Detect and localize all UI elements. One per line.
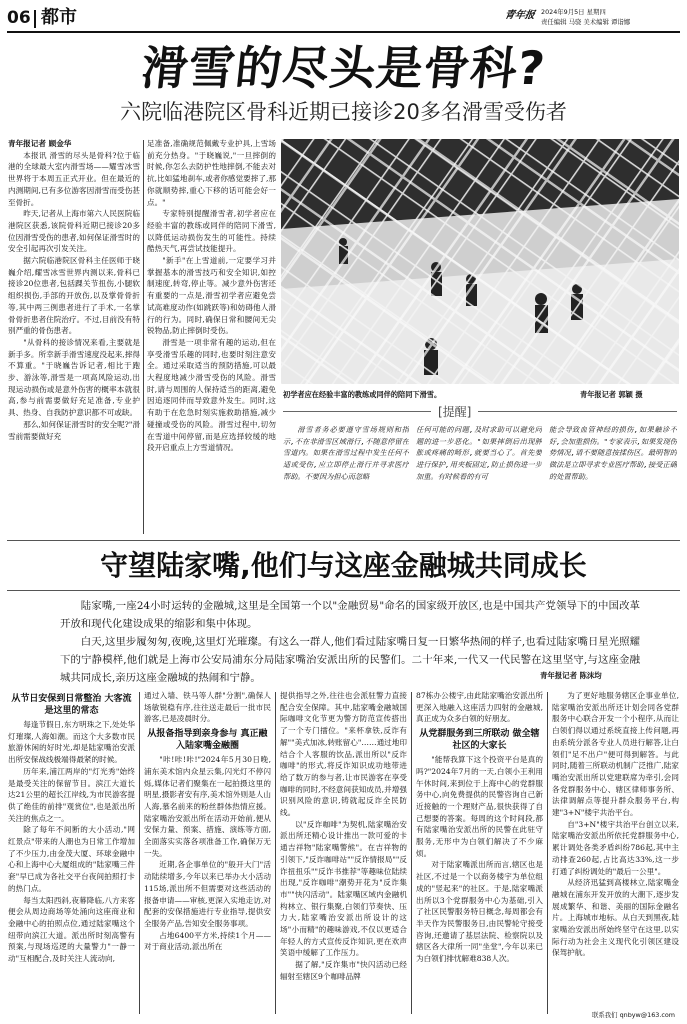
tip-column-3 (549, 424, 677, 534)
story1-paragraph: 昨天,记者从上海市第六人民医院临港院区获悉,该院骨科近期已接诊20多位因滑雪受伤的患者,如何保证滑雪时的安全引起再次引发关注。 (8, 209, 140, 254)
story2-paragraph: 从经济迅猛到高楼林立,陆家嘴金融城在浦东开发开放的大潮下,逐步发展成繁华、和谐、美丽的国际金融名片。上海城市地标。从白天到黑夜,陆家嘴治安派出所始终坚守在这里,以实际行动为社会主义现代化引领区建设保驾护航。 (552, 878, 679, 958)
header-rule (7, 31, 680, 33)
lead-paragraph: 白天,这里步履匆匆,夜晚,这里灯光璀璨。有这么一群人,他们看过陆家嘴日复一日繁华热闹的样子,也看过陆家嘴日星光照耀下的宁静模样,他们就是上海市公安局浦东分局陆家嘴治安派出所的民警们。二十年来,一代又一代民警在这里坚守,与这座金融城共同成长,亲历这座金融城的热闹和宁静。 (60, 636, 640, 684)
story2-paragraph: 自"3+N"楼宇共治平台创立以来,陆家嘴治安派出所依托党群服务中心,累计调处各类矛盾纠纷786起,其中主动排查260起,占比高达33%,这一步打通了纠纷调处的"最后一公里"。 (552, 819, 679, 876)
story2-paragraph: 历年来,浦江两岸的"灯光秀"始终是最受关注的保留节目。滨江大道长达21公里的超长江岸线,为市民游客提供了绝佳的前排"观赏位",也是派出所关注的焦点之一。 (8, 766, 135, 823)
story2-paragraph: 对于陆家嘴派出所而言,辖区也是社区,不过是一个以商务楼宇为单位组成的"竖起来"的社区。于是,陆家嘴派出所以3个党群服务中心为基础,引入了社区民警服务特日概念,每周都会有半天作为民警服务日,由民警轮守接受咨询,还邀请了基层法院、检察院以及辖区各大律所一同"坐堂",今年以来已为白领们排忧解难838人次。 (416, 860, 543, 964)
story2-subhead: 从党群服务到三所联动 做全辖社区的大家长 (419, 729, 540, 752)
story2-headline: 守望陆家嘴,他们与这座金融城共同成长 (100, 549, 587, 582)
story2-paragraph: "咔!咔!咔!"2024年5月30日晚,浦东美术馆内众星云集,闪光灯不停闪烁,媒体记者们聚集在一起拍摄这里的明星,摄影者安有序,美术馆外则是人山人海,慕名前来的粉丝群体热情应援。陆家嘴治安派出所在活动开始前,便从安保力量、预案、措施、演练等方面,全面落实实落各项准备工作,确保万无一失。 (144, 755, 271, 858)
story1-column-1 (8, 138, 140, 536)
story2-top-rule (7, 540, 680, 541)
section-title: 都市 (41, 7, 77, 28)
story2-subhead: 从节日安保到日常整治 大客流是这里的常态 (11, 694, 132, 716)
story2-paragraph: 近期,各企事单位的"般开大门"活动陆续增多,今年以来已举办大小活动115场,派出所不但需要对这些活动的报备申请——审核,更深入实地走访,对配套的安保措施进行专业指导,提供安全服务产品,告知安全服务事项。 (144, 860, 271, 928)
tip-paragraph: 任何可能的问题,及时求助可以避免问题的进一步恶化。"如果摔倒后出现肿胀或疼痛的畸形,就要当心了。首先要进行保护,用夹板固定,防止损伤进一步加重。有时候看的有可 (416, 425, 542, 481)
column-divider (143, 140, 144, 534)
newspaper-logo: 青年报 (503, 10, 536, 21)
story1-subheadline: 六院临港院区骨科近期已接诊20多名滑雪受伤者 (120, 100, 567, 124)
column-divider (139, 692, 140, 1014)
page-header (0, 0, 687, 40)
column-divider (411, 692, 412, 1014)
header-divider (34, 10, 36, 28)
story2-paragraph: 据了解,"反诈集市"快闪活动已经辐射至辖区9个咖啡品牌 (280, 960, 407, 981)
ski-slope-photo (281, 139, 679, 384)
tip-rule-right (478, 411, 677, 412)
story1-paragraph: 那么,如何保证滑雪时的安全呢?"滑雪前需要做好充 (8, 419, 140, 441)
footer-contact: 联系我们 qnbyw@163.com (592, 1011, 676, 1019)
issue-date: 2024年9月5日 星期四 (541, 8, 606, 16)
story2-byline: 青年报记者 陈沫均 (540, 671, 602, 680)
story2-paragraph: 每当太阳西斜,夜幕降临,八方来客便会从周边商场等处涌向这座商业和金融中心的拍照点位,通过陆家嘴这个纽带向滨江大道。派出所时刻高警有预案,与现场巡逻的大量警力"一静一动"互相配合,及时关注人流动向, (8, 895, 135, 964)
tip-label: [提醒] (438, 405, 472, 419)
story1-byline: 青年报记者 顾金华 (8, 139, 72, 148)
story2-paragraph: 每逢节假日,东方明珠之下,处处华灯璀璨,人海如潮。而这个大多数市民旅游休闲的好时光,却是陆家嘴治安派出所安保战线极端得最紧的时候。 (8, 720, 135, 765)
story1-paragraph: 本报讯 滑雪的尽头是骨科?位于临港的全球最大室内滑雪场——耀雪冰雪世界将于本周五正式开业。但在最近的内测期间,已有多位游客因滑雪而受伤甚至骨折。 (8, 150, 140, 207)
tip-rule-left (283, 411, 431, 412)
story2-subhead: 从报备指导到亲身参与 真正融入陆家嘴金融圈 (147, 729, 268, 752)
page-number: 06 (7, 8, 31, 28)
story1-paragraph: 足准备,准确规范佩戴专业护具,上雪场前充分热身。"于晓巍说,"一旦摔倒的时候,你怎么去防护性地摔倒,不能去对抗,比如猛地刹车,或者你感觉要摔了,那你就顺势摔,重心下移的话可能会好一点。" (147, 139, 276, 207)
photo-credit: 青年报记者 郭颖 摄 (580, 390, 643, 399)
tip-column-1 (283, 424, 409, 534)
story1-paragraph: 据六院临港院区骨科主任医师于晓巍介绍,耀雪冰雪世界内测以来,骨科已接诊20位患者,包括踝关节扭伤,小腿软组织损伤,手部的开放伤,以及掌骨骨折等,其中两三例患者进行了手术,一名掌骨骨折患者住院治疗。不过,目前没有特别严重的骨伤患者。 (8, 256, 140, 336)
story2-headline-rule (7, 590, 680, 591)
tip-column-2 (416, 424, 542, 534)
tip-paragraph: 能会导致血管神经的损伤,如果触诊不好,会加重损伤。"专家表示,如果发现伤势情况,请不要随意按揉伤区。最明智的做法是立即寻求专业医疗帮助,接受正确的处置帮助。 (549, 425, 677, 481)
story1-headline: 滑雪的尽头是骨科? (138, 41, 549, 95)
tip-paragraph: 滑雪者务必要遵守雪场规则和指示,不在非滑雪区域滑行,不随意停留在雪道内。如果在滑雪过程中发生任何不适或受伤,应立即停止滑行并寻求医疗帮助。不要因为担心而忽略 (283, 425, 409, 481)
column-divider (275, 692, 276, 1014)
story2-column-2 (144, 690, 271, 1018)
ski-photo-illustration (281, 139, 679, 384)
story1-paragraph: 专家特别提醒滑雪者,初学者应在经验丰富的教练或同伴的陪同下滑雪,以降低运动损伤发生的可能性。持续酷热天气,再尝试技能提升。 (147, 209, 276, 254)
lead-paragraph: 陆家嘴,一座24小时运转的金融城,这里是全国第一个以"金融贸易"命名的国家级开放区,也是中国共产党领导下的中国改革开放和现代化建设成果的缩影和集中体现。 (60, 600, 640, 630)
story2-paragraph: 提供指导之外,往往也会派驻警力直接配合安全保障。其中,陆家嘴金融城国际咖啡文化节更为警方防范宣传搭出了一个专门擂位。"来杯拿铁,反诈有解""美式加冰,转账留心"……通过地印结合个人客服的饮品,派出所以"反诈咖啡"的形式,将反诈知识成功地带进给了数万的参与者,让市民游客在享受咖啡的同时,不经意间获知成员,并增强识别风险的意识,铸就起反诈全民防线。 (280, 691, 407, 818)
story2-paragraph: 占地6400平方米,持续1个月——对于商业活动,派出所在 (144, 930, 271, 952)
story2-paragraph: 通过入墙、铁马等人群"分割",确保人场敏锐稳有序,往往送走最后一批市民游客,已是凌晨时分。 (144, 691, 271, 724)
story2-column-3 (280, 690, 407, 1018)
story2-paragraph: 以"反诈咖啡"为契机,陆家嘴治安派出所还精心设计推出一款可爱的卡通吉祥物"陆家嘴警熊"。在吉祥物的引领下,"反诈咖啡站""反诈情报局""反诈扭扭乐""反诈书推荐"等趣味位陆续出现,"反诈咖啡"潮势开花为"反诈集市""快闪活动"。陆家嘴区域内金融机构林立、银行集聚,白领们节奏快、压力大,陆家嘴治安派出所设计的这场"小而精"的趣味游戏,不仅以更适合年轻人的方式宣传反诈知识,更在欢声笑语中缓解了工作压力。 (280, 819, 407, 958)
story1-paragraph: "从骨科的接诊情况来看,主要就是新手多。所幸新手滑雪速度没起来,摔得不算重。"于晓巍告诉记者,相比于跑步、游泳等,滑雪是一项高风险运动,出现运动损伤或是意外伤害的概率本就很高,参与前需要做好充足准备,专业护具、热身、自我防护意识都不可或缺。 (8, 337, 140, 418)
column-divider (547, 692, 548, 1014)
story2-paragraph: 除了每年不间断的大小活动,"网红景点"带来的人潮也为日常工作增加了不少压力,由金茂大厦、环球金融中心和上海中心大厦组成的"陆家嘴三件套"早已成为各社交平台夜间拍照打卡的热门点。 (8, 825, 135, 893)
story2-column-5 (552, 690, 679, 1008)
story1-column-2 (147, 138, 276, 536)
story1-paragraph: "新手"在上雪道前,一定要学习并掌握基本的滑雪技巧和安全知识,如控制速度,转弯,停止等。减少意外伤害还有重要的一点是,滑雪初学者应避免尝试高难度动作(如跳跃等)和妨碍他人滑行的行为。同时,确保日常和腰间无尖锐物品,防止摔倒时受伤。 (147, 256, 276, 336)
story2-paragraph: "能帮我算下这个投资平台是真的吗?"2024年7月的一天,白领小王利用午休时间,来到位于上海中心的党群服务中心,向免费提供的民警咨询自己新近接触的一个理财产品,很快获得了自己想要的答案。每周的这个时间段,都有陆家嘴治安派出所的民警在此驻守服务,无形中为白领们解决了不少麻烦。 (416, 755, 543, 858)
story2-paragraph: 为了更好地服务辖区企事业单位,陆家嘴治安派出所还计划会同各党群服务中心联合开发一个小程序,从而让白领们得以通过系统直接上传问题,再由系统分派各专业人员进行解答,让白领们"足不出户"便可得到解答。与此同时,随着三所联动机制广泛推广,陆家嘴治安派出所以党建联席为牵引,会同各党群服务中心、辖区律师事务所、法律调解点等提升群众服务平台,构建"3+N"楼宇共治平台。 (552, 691, 679, 818)
photo-caption: 初学者应在经验丰富的教练或同伴的陪同下滑雪。 (283, 390, 442, 399)
editors-line: 责任编辑 马骁 美术编辑 谭诣娜 (541, 18, 631, 26)
story1-paragraph: 滑雪是一项非常有趣的运动,但在享受滑雪乐趣的同时,也要时刻注意安全。通过采取适当的预防措施,可以最大程度地减少滑雪受伤的风险。滑雪时,请与周围的人保持适当的距离,避免因追逐同伴而导致意外发生。同时,这有助于在危急时刻实施救助措施,减少碰撞或受伤的风险。滑雪过程中,切勿在雪道中间停留,而是应选择较缓的地段开启重点上方雪道情况。 (147, 337, 276, 453)
story2-column-1 (8, 690, 135, 1018)
story2-column-4 (416, 690, 543, 1018)
story2-paragraph: 87栋办公楼宇,由此陆家嘴治安派出所更深入地融入这座活力四射的金融城,真正成为众多白领的好朋友。 (416, 691, 543, 724)
